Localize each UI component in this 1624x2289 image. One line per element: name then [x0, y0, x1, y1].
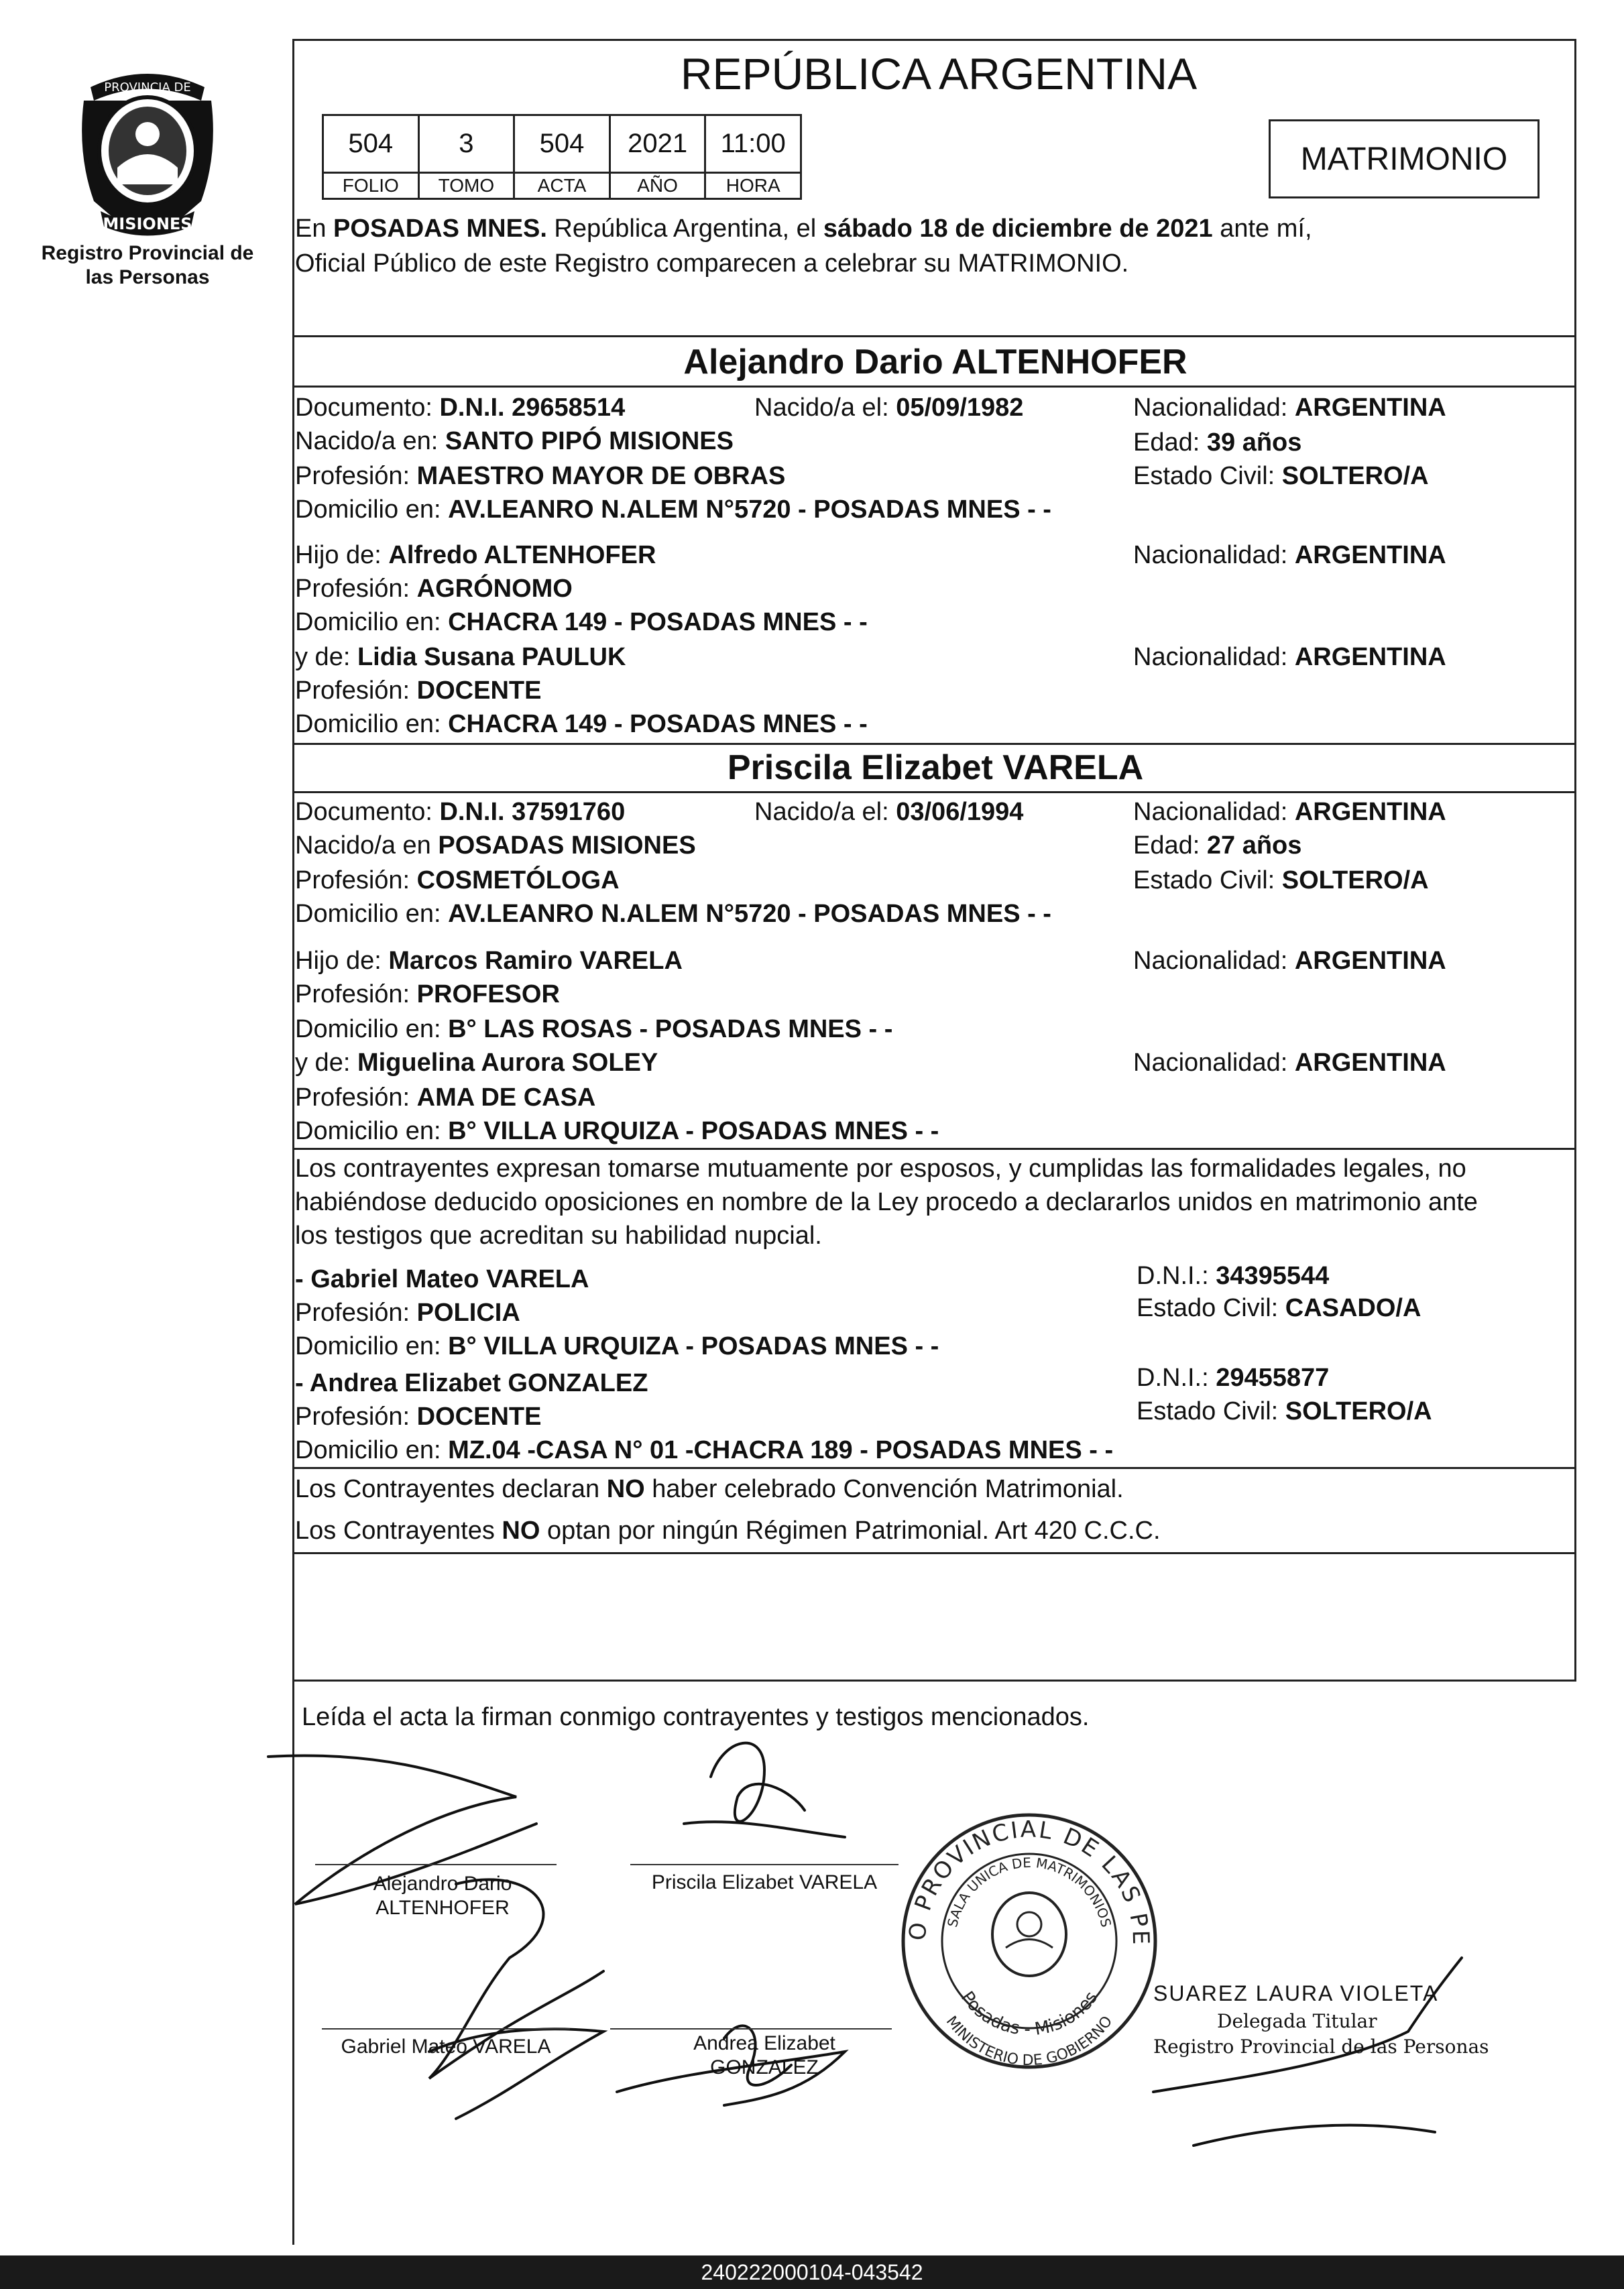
sig-line-groom [315, 1864, 557, 1865]
groom-age: Edad: 39 años [1133, 428, 1302, 457]
province-seal-logo [64, 60, 231, 248]
convention-line-2: Los Contrayentes NO optan por ningún Régimen Patrimonial. Art 420 C.C.C. [295, 1517, 1161, 1545]
divider-notes [292, 1552, 1576, 1554]
sig-line-bride [630, 1864, 898, 1865]
act-type-box: MATRIMONIO [1269, 119, 1540, 198]
frame-right [1574, 39, 1576, 1682]
divider-groom-name [292, 386, 1576, 388]
groom-mother-profession: Profesión: DOCENTE [295, 677, 542, 705]
sig-line-witness-1 [322, 2028, 570, 2030]
bride-profession: Profesión: COSMETÓLOGA [295, 866, 620, 894]
divider-declaration [292, 1148, 1576, 1150]
groom-address: Domicilio en: AV.LEANRO N.ALEM N°5720 - POSADAS MNES - - [295, 495, 1051, 524]
bride-mother: y de: Miguelina Aurora SOLEY [295, 1049, 658, 1077]
groom-nationality: Nacionalidad: ARGENTINA [1133, 394, 1446, 422]
bride-nationality: Nacionalidad: ARGENTINA [1133, 798, 1446, 826]
groom-profession: Profesión: MAESTRO MAYOR DE OBRAS [295, 462, 786, 490]
bride-father: Hijo de: Marcos Ramiro VARELA [295, 947, 683, 975]
divider-bride [292, 743, 1576, 745]
divider-closing [292, 1680, 1576, 1682]
groom-name: Alejandro Dario ALTENHOFER [683, 343, 1187, 382]
bride-civil-status: Estado Civil: SOLTERO/A [1133, 866, 1429, 894]
svg-text:Posadas - Misiones: Posadas - Misiones [956, 1987, 1102, 2040]
document-code-footer: 240222000104-043542 [0, 2255, 1624, 2289]
page-title: REPÚBLICA ARGENTINA [680, 49, 1198, 99]
bride-age: Edad: 27 años [1133, 831, 1302, 860]
frame-top [292, 39, 1576, 41]
groom-father-nationality: Nacionalidad: ARGENTINA [1133, 541, 1446, 569]
intro-line-1: En POSADAS MNES. República Argentina, el sábado 18 de diciembre de 2021 ante mí, [295, 215, 1312, 243]
witness-2-name: - Andrea Elizabet GONZALEZ [295, 1369, 648, 1397]
bride-mother-address: Domicilio en: B° VILLA URQUIZA - POSADAS MNES - - [295, 1117, 939, 1145]
closing-text: Leída el acta la firman conmigo contrayentes y testigos mencionados. [302, 1703, 1090, 1731]
bride-doc: Documento: D.N.I. 37591760 [295, 798, 626, 826]
official-round-stamp [898, 1810, 1160, 2072]
sig-label-groom: Alejandro Dario ALTENHOFER [373, 1873, 512, 1919]
declaration-line-2: habiéndose deducido oposiciones en nombre de la Ley procedo a declararlos unidos en matrimonio ante [295, 1188, 1478, 1216]
meta-tomo: 3 TOMO [420, 116, 516, 198]
bride-mother-profession: Profesión: AMA DE CASA [295, 1083, 596, 1112]
bride-name: Priscila Elizabet VARELA [727, 748, 1144, 787]
svg-text:SALA UNICA DE MATRIMONIOS: SALA UNICA DE MATRIMONIOS [944, 1854, 1114, 1929]
groom-born: Nacido/a el: 05/09/1982 [754, 394, 1024, 422]
groom-civil-status: Estado Civil: SOLTERO/A [1133, 462, 1429, 490]
official-office: Registro Provincial de las Personas [1153, 2036, 1489, 2058]
meta-hora: 11:00 HORA [706, 116, 800, 198]
divider-convention [292, 1467, 1576, 1469]
witness-2-civil-status: Estado Civil: SOLTERO/A [1137, 1397, 1432, 1425]
svg-text:REGISTRO PROVINCIAL DE LAS PER: O PROVINCIAL DE LAS PE [904, 1816, 1155, 1947]
groom-father-address: Domicilio en: CHACRA 149 - POSADAS MNES - - [295, 608, 868, 636]
svg-text:PROVINCIA DE: PROVINCIA DE [104, 80, 191, 95]
groom-mother-address: Domicilio en: CHACRA 149 - POSADAS MNES - - [295, 710, 868, 738]
declaration-line-3: los testigos que acreditan su habilidad nupcial. [295, 1222, 822, 1250]
groom-mother-nationality: Nacionalidad: ARGENTINA [1133, 643, 1446, 671]
bride-mother-nationality: Nacionalidad: ARGENTINA [1133, 1049, 1446, 1077]
groom-mother: y de: Lidia Susana PAULUK [295, 643, 626, 671]
bride-father-profession: Profesión: PROFESOR [295, 980, 560, 1008]
witness-1-dni: D.N.I.: 34395544 [1137, 1262, 1330, 1290]
bride-born: Nacido/a el: 03/06/1994 [754, 798, 1024, 826]
divider-bride-name [292, 791, 1576, 793]
groom-birthplace: Nacido/a en: SANTO PIPÓ MISIONES [295, 427, 734, 455]
bride-father-address: Domicilio en: B° LAS ROSAS - POSADAS MNES - - [295, 1015, 893, 1043]
official-role: Delegada Titular [1217, 2010, 1377, 2032]
declaration-line-1: Los contrayentes expresan tomarse mutuamente por esposos, y cumplidas las formalidades legales, no [295, 1155, 1466, 1183]
witness-1-profession: Profesión: POLICIA [295, 1299, 520, 1327]
meta-anio: 2021 AÑO [611, 116, 707, 198]
registry-label: Registro Provincial de las Personas [41, 242, 254, 288]
sig-label-witness-1: Gabriel Mateo VARELA [341, 2036, 551, 2058]
sig-label-witness-2: Andrea Elizabet GONZALEZ [693, 2032, 835, 2078]
witness-2-address: Domicilio en: MZ.04 -CASA N° 01 -CHACRA 189 - POSADAS MNES - - [295, 1436, 1114, 1464]
svg-text:MINISTERIO DE GOBIERNO: MINISTERIO DE GOBIERNO [942, 2013, 1116, 2070]
convention-line-1: Los Contrayentes declaran NO haber celebrado Convención Matrimonial. [295, 1475, 1124, 1503]
sig-line-witness-2 [610, 2028, 892, 2030]
groom-doc: Documento: D.N.I. 29658514 [295, 394, 626, 422]
meta-folio: 504 FOLIO [324, 116, 420, 198]
meta-acta: 504 ACTA [515, 116, 611, 198]
bride-address: Domicilio en: AV.LEANRO N.ALEM N°5720 - POSADAS MNES - - [295, 900, 1051, 928]
witness-1-address: Domicilio en: B° VILLA URQUIZA - POSADAS MNES - - [295, 1332, 939, 1360]
groom-father-profession: Profesión: AGRÓNOMO [295, 575, 573, 603]
svg-text:MISIONES: MISIONES [103, 215, 192, 233]
groom-father: Hijo de: Alfredo ALTENHOFER [295, 541, 656, 569]
sig-label-bride: Priscila Elizabet VARELA [651, 1871, 878, 1893]
witness-2-profession: Profesión: DOCENTE [295, 1403, 542, 1431]
intro-line-2: Oficial Público de este Registro comparecen a celebrar su MATRIMONIO. [295, 249, 1129, 278]
witness-2-dni: D.N.I.: 29455877 [1137, 1364, 1330, 1392]
witness-1-civil-status: Estado Civil: CASADO/A [1137, 1294, 1422, 1322]
official-name: SUAREZ LAURA VIOLETA [1153, 1981, 1439, 2005]
witness-1-name: - Gabriel Mateo VARELA [295, 1265, 589, 1293]
divider-groom [292, 335, 1576, 337]
act-metadata-table [322, 114, 802, 200]
bride-birthplace: Nacido/a en POSADAS MISIONES [295, 831, 696, 860]
bride-father-nationality: Nacionalidad: ARGENTINA [1133, 947, 1446, 975]
